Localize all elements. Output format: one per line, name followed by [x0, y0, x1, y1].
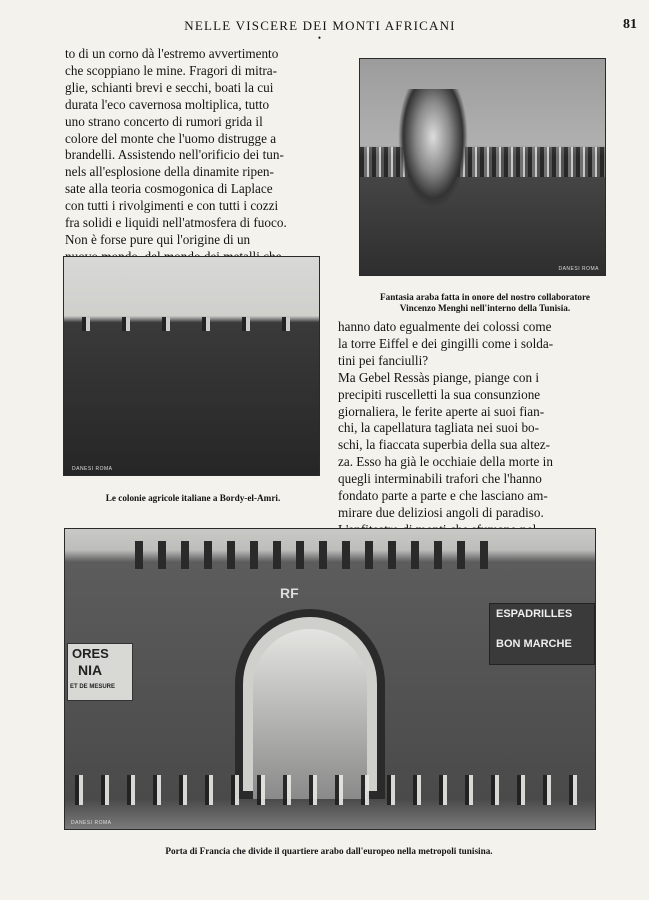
shop-sign-right-line2: BON MARCHE [496, 638, 572, 650]
caption-colonie: Le colonie agricole italiane a Bordy-el-Amri. [105, 493, 281, 503]
photo-fantasia-araba [359, 58, 606, 276]
photo-credit: DANESI ROMA [72, 466, 113, 472]
running-head-dot: • [317, 33, 323, 43]
shop-sign-right-line1: ESPADRILLES [496, 608, 573, 620]
body-text-left-column: to di un corno dà l'estremo avvertimento che scoppiano le mine. Fragori di mitra- glie, schianti brevi e secchi, boati la cui durata l'eco cavernosa moltiplica, tutto uno strano concerto di rumori grida il colore del monte che l'uomo distrugge a brandelli. Assistendo nell'orificio dei tun- nels all'esplosione della dinamite ripen- sate alla teoria cosmogonica di Laplace con tutti i rivolgimenti e con tutti i cozzi fra solidi e liquidi nell'atmosfera di fuoco. Non è forse pure qui l'origine di un [65, 46, 287, 247]
shop-sign-left-line3: ET DE MESURE [70, 684, 116, 690]
running-head-title: NELLE VISCERE DEI MONTI AFRICANI [184, 18, 456, 33]
photo-gate-opening [253, 629, 367, 799]
photo-crowd [360, 147, 605, 177]
shop-sign-left-line2: NIA [78, 662, 103, 678]
shop-sign-right [489, 603, 595, 665]
photo-workers [64, 317, 319, 331]
shop-sign-left [67, 643, 133, 701]
photo-colonie-agricole [63, 256, 320, 476]
shop-sign-left-line1: ORES [72, 646, 109, 661]
photo-porta-di-francia [64, 528, 596, 830]
gate-letters: RF [280, 585, 299, 601]
body-text-right-column: hanno dato egualmente dei colossi come la torre Eiffel e dei gingilli come i solda- tini pei fanciulli? Ma Gebel Ressàs piange, piange con i precipiti ruscelletti la sua consunzione giornaliera, le ferite aperte ai suoi fian- chi, la capellatura tagliata nei suoi bo- schi, la fiaccata superbia della sua altez- za. Esso ha già le occhiaie della morte in quegli interminabili trafori che l'hanno fondato parte a parte e che lasciano am- mirare due deliziosi angoli di paradiso. [338, 319, 554, 520]
caption-porta: Porta di Francia che divide il quartiere arabo dall'europeo nella metropoli tunisina. [165, 846, 493, 856]
photo-credit: DANESI ROMA [71, 820, 112, 826]
page-number: 81 [623, 17, 637, 32]
running-head [140, 18, 500, 42]
photo-credit: DANESI ROMA [558, 266, 599, 272]
photo-street-crowd [65, 775, 595, 805]
photo-rider [398, 89, 468, 209]
photo-crenellation [135, 541, 495, 569]
caption-fantasia: Fantasia araba fatta in onore del nostro collaboratore Vincenzo Menghi nell'interno della Tunisia. [379, 292, 591, 313]
